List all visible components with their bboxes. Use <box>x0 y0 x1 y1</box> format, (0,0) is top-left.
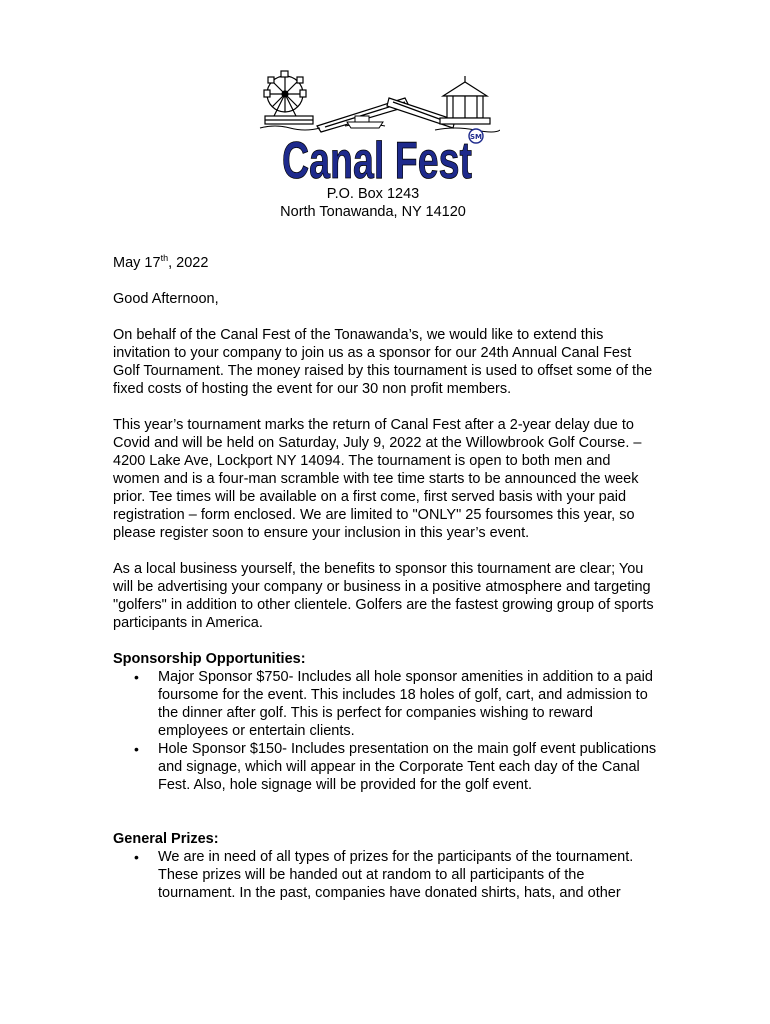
prizes-heading: General Prizes: <box>113 831 219 847</box>
bullet-icon: • <box>134 669 139 685</box>
sponsorship-heading: Sponsorship Opportunities: <box>113 651 306 667</box>
canal-fest-logo <box>255 66 500 184</box>
list-item: • We are in need of all types of prizes for the participants of the tournament. These prizes will be handed out at random to all participants of the tournament. In the past, companies have donated shirts, hats, and other <box>134 849 634 901</box>
letter-date: May 17th, 2022 <box>113 253 209 271</box>
list-item: • Major Sponsor $750- Includes all hole sponsor amenities in addition to a paid foursome for the event. This includes 18 holes of golf, cart, and admission to the dinner after golf. This is perfect for companies wishing to reward employees or entertain clients. <box>134 669 653 739</box>
sponsorship-list <box>113 668 658 794</box>
paragraph-benefits: As a local business yourself, the benefits to sponsor this tournament are clear; You will be advertising your company or business in a positive atmosphere and targeting "golfers" in addition to other clientele. Golfers are the fastest growing group of sports participants in America. <box>113 561 654 631</box>
prizes-list <box>113 848 658 902</box>
service-mark: SM <box>469 133 483 141</box>
paragraph-invitation: On behalf of the Canal Fest of the Tonawanda’s, we would like to extend this invitation to your company to join us as a sponsor for our 24th Annual Canal Fest Golf Tournament. The money raised by this tournament is used to offset some of the fixed costs of hosting the event for our 30 non profit members. <box>113 327 653 397</box>
list-item: • Hole Sponsor $150- Includes presentation on the main golf event publications and signage, which will appear in the Corporate Tent each day of the Canal Fest. Also, hole signage will be provided for the golf event. <box>134 741 657 793</box>
logo-wordmark: Canal Fest <box>282 132 472 184</box>
bullet-icon: • <box>134 849 139 865</box>
greeting: Good Afternoon, <box>113 291 219 307</box>
address-line-city: North Tonawanda, NY 14120 <box>280 204 466 220</box>
paragraph-tournament-details: This year’s tournament marks the return of Canal Fest after a 2-year delay due to Covid and will be held on Saturday, July 9, 2022 at the Willowbrook Golf Course. – 4200 Lake Ave, Lockport NY 14094. The tournament is open to both men and women and is a four-man scramble with tee time starts to be announced the week prior. Tee times will be available on a first come, first served basis with your paid registration – form enclosed. We are limited to "ONLY" 25 foursomes this year, so please register soon to ensure your inclusion in this year’s event. <box>113 417 642 541</box>
address-line-po-box: P.O. Box 1243 <box>326 186 420 202</box>
letter-body <box>113 254 658 902</box>
bullet-icon: • <box>134 741 139 757</box>
